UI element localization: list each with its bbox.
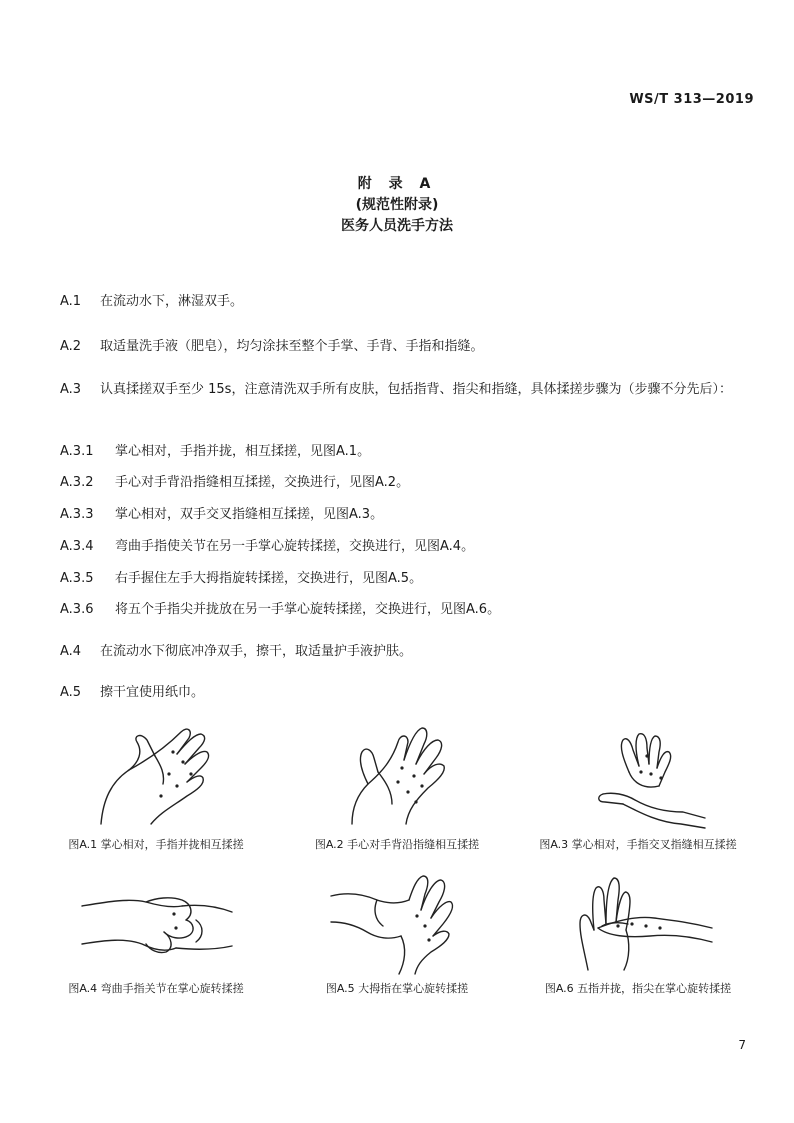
- fingertips-in-palm-illustration: [558, 866, 718, 976]
- figure-caption: 图A.6 五指并拢，指尖在掌心旋转揉搓: [544, 982, 732, 995]
- figure-caption: 图A.3 掌心相对，手指交叉指缝相互揉搓: [539, 838, 737, 851]
- clause-text: 掌心相对，双手交叉指缝相互揉搓，见图A.3。: [115, 507, 384, 522]
- appendix-nature: (规范性附录): [355, 197, 439, 213]
- figure-caption: 图A.4 弯曲手指关节在掌心旋转揉搓: [68, 982, 244, 995]
- clause-number: A.3.1: [60, 444, 94, 459]
- clause-number: A.2: [60, 339, 82, 354]
- clause-text: 将五个手指尖并拢放在另一手掌心旋转揉搓，交换进行，见图A.6。: [115, 602, 501, 617]
- figure-a6: [522, 866, 754, 996]
- clause-text: 手心对手背沿指缝相互揉搓，交换进行，见图A.2。: [115, 475, 410, 490]
- palm-over-back-illustration: [322, 712, 472, 832]
- clause-text: 在流动水下彻底冲净双手，擦干，取适量护手液护肤。: [100, 644, 413, 659]
- palms-together-illustration: [81, 712, 231, 832]
- clause-number: A.3.4: [60, 539, 94, 554]
- figure-a3: [522, 712, 754, 852]
- clause-number: A.3.6: [60, 602, 94, 617]
- clause-number: A.4: [60, 644, 82, 659]
- paragraph-a3-5: [60, 567, 754, 591]
- figure-a1: [40, 712, 272, 852]
- clause-number: A.3.3: [60, 507, 94, 522]
- figure-caption: 图A.5 大拇指在掌心旋转揉搓: [325, 982, 469, 995]
- knuckles-in-palm-illustration: [76, 866, 236, 976]
- figure-a4: [40, 866, 272, 996]
- figure-caption: 图A.2 手心对手背沿指缝相互揉搓: [314, 838, 480, 851]
- figure-row-2: [40, 866, 754, 996]
- paragraph-a3-3: [60, 503, 754, 527]
- figure-a2: [281, 712, 513, 852]
- appendix-title: 医务人员洗手方法: [341, 218, 453, 234]
- paragraph-a3-1: [60, 440, 754, 464]
- figure-row-1: [40, 712, 754, 852]
- paragraph-a4: [60, 640, 754, 664]
- interlaced-fingers-illustration: [563, 712, 713, 832]
- appendix-heading: [0, 174, 794, 237]
- paragraph-a1: [60, 290, 754, 314]
- clause-number: A.3: [60, 382, 82, 397]
- page-number: 7: [738, 1038, 746, 1052]
- clause-text: 擦干宜使用纸巾。: [100, 685, 205, 700]
- clause-number: A.1: [60, 294, 82, 309]
- clause-text: 右手握住左手大拇指旋转揉搓，交换进行，见图A.5。: [115, 571, 423, 586]
- clause-text: 认真揉搓双手至少 15s，注意清洗双手所有皮肤，包括指背、指尖和指缝，具体揉搓步骤为（步骤不分先后）：: [100, 382, 732, 397]
- clause-number: A.5: [60, 685, 82, 700]
- standard-code: WS/T 313—2019: [629, 92, 754, 107]
- clause-text: 掌心相对，手指并拢，相互揉搓，见图A.1。: [115, 444, 371, 459]
- paragraph-a3-2: [60, 471, 754, 495]
- clause-text: 取适量洗手液（肥皂），均匀涂抹至整个手掌、手背、手指和指缝。: [100, 339, 484, 354]
- paragraph-a2: [60, 335, 754, 359]
- clause-number: A.3.5: [60, 571, 94, 586]
- paragraph-a5: [60, 681, 754, 705]
- paragraph-a3: [60, 378, 754, 402]
- appendix-label: 附 录 A: [357, 176, 437, 192]
- clause-number: A.3.2: [60, 475, 94, 490]
- figure-caption: 图A.1 掌心相对，手指并拢相互揉搓: [68, 838, 244, 851]
- clause-text: 弯曲手指使关节在另一手掌心旋转揉搓，交换进行，见图A.4。: [115, 539, 475, 554]
- figure-a5: [281, 866, 513, 996]
- clause-text: 在流动水下，淋湿双手。: [100, 294, 244, 309]
- thumb-rotation-illustration: [317, 866, 477, 976]
- paragraph-a3-4: [60, 535, 754, 559]
- paragraph-a3-6: [60, 598, 754, 622]
